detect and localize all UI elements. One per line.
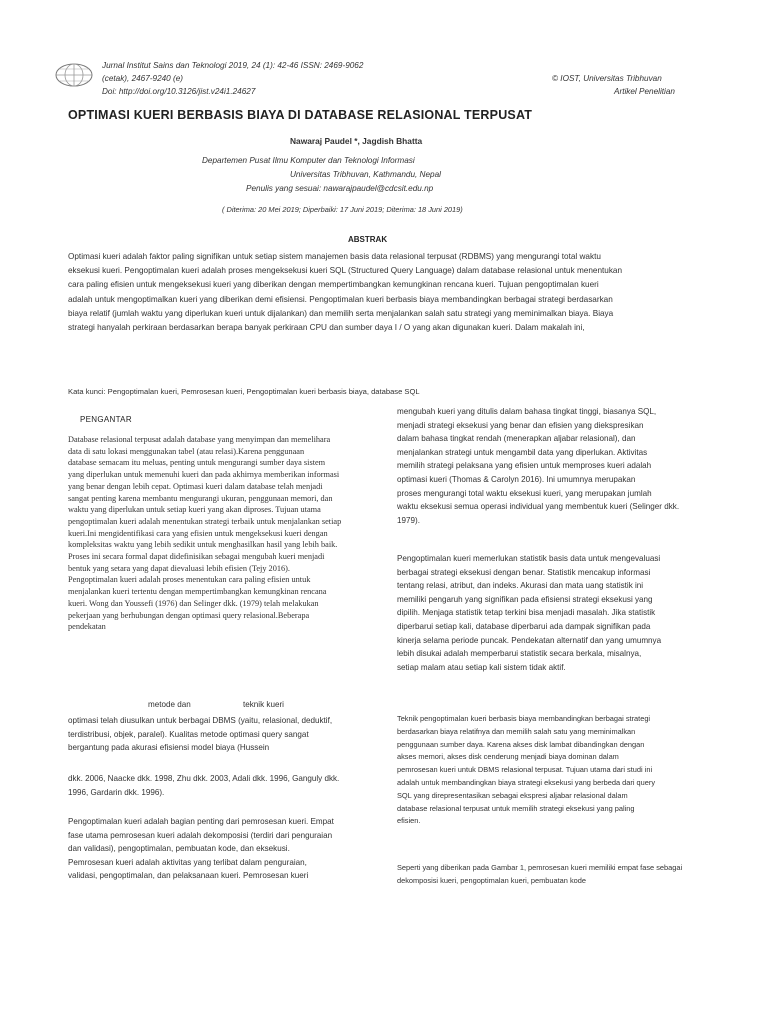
- text-line: kueri.Ini mengidentifikasi cara yang efisien untuk mengeksekusi kueri dengan: [68, 528, 328, 538]
- journal-citation-line2: (cetak), 2467-9240 (e): [102, 74, 184, 83]
- text-line: terdistribusi, objek, paralel). Kualitas metode optimasi query sangat: [68, 729, 309, 739]
- corresponding-email[interactable]: nawarajpaudel@cdcsit.edu.np: [323, 184, 434, 193]
- text-line: SQL yang direpresentasikan sebagai ekspresi aljabar relasional dalam: [397, 790, 628, 800]
- text-line: database semacam itu meluas, penting untuk mengurangi sumber daya sistem: [68, 458, 326, 468]
- journal-citation-line1: Jurnal Institut Sains dan Teknologi 2019, 24 (1): 42-46 ISSN: 2469-9062: [102, 61, 364, 70]
- text-line: Proses ini secara formal dapat didefinisikan sebagai mengubah kueri menjadi: [68, 552, 325, 562]
- text-line: waktu yang diperlukan untuk setiap kueri yang akan diproses. Tujuan utama: [68, 505, 321, 515]
- text-line: proses mengurangi total waktu eksekusi kueri, yang merupakan jumlah: [397, 488, 652, 498]
- section-heading: PENGANTAR: [80, 415, 132, 424]
- text-line: Pengoptimalan kueri adalah bagian penting dari pemrosesan kueri. Empat: [68, 817, 334, 826]
- corresponding-author: [246, 184, 433, 193]
- submission-dates: ( Diterima: 20 Mei 2019; Diperbaiki: 17 Juni 2019; Diterima: 18 Juni 2019): [222, 205, 463, 214]
- text-fragment: teknik kueri: [243, 700, 284, 709]
- right-paragraph-4: [397, 862, 707, 888]
- text-line: diperbarui setiap kali, database diperbarui ada dampak signifikan pada: [397, 621, 651, 631]
- text-line: dkk. 2006, Naacke dkk. 1998, Zhu dkk. 2003, Adali dkk. 1996, Ganguly dkk.: [68, 774, 340, 783]
- text-line: menjadi strategi eksekusi yang benar dan efisien yang diekspresikan: [397, 420, 644, 430]
- text-line: menjalankan strategi untuk mengambil data yang diperlukan. Aktivitas: [397, 447, 648, 457]
- references-paragraph: [68, 772, 368, 799]
- article-type: Artikel Penelitian: [614, 87, 675, 96]
- abstract-line: adalah untuk mengoptimalkan kueri yang diberikan demi efisiensi. Pengoptimalan kueri berbasis biaya membandingkan berbagai strategi berdasarkan: [68, 294, 613, 304]
- text-line: Seperti yang diberikan pada Gambar 1, pemrosesan kueri memiliki empat fase sebagai: [397, 863, 683, 872]
- text-line: bergantung pada akurasi efisiensi model biaya (Hussein: [68, 743, 270, 753]
- text-line: berbagai strategi eksekusi dengan benar. Statistik mencakup informasi: [397, 567, 651, 577]
- text-line: dekomposisi kueri, pengoptimalan kueri, pembuatan kode: [397, 875, 586, 885]
- text-line: adalah untuk membandingkan biaya strategi eksekusi yang berbeda dari query: [397, 777, 656, 787]
- globe-icon: [52, 60, 96, 90]
- text-line: bentuk yang setara yang dapat dievaluasi lebih efisien (Tejy 2016).: [68, 563, 290, 573]
- text-line: Pengoptimalan kueri adalah proses menentukan cara paling efisien untuk: [68, 575, 311, 585]
- text-line: penggunaan sumber daya. Karena akses disk lambat dibandingkan dengan: [397, 739, 645, 749]
- text-line: sangat penting karena membantu mengurangi ukuran, penggunaan memori, dan: [68, 493, 333, 503]
- right-paragraph-2: [397, 552, 707, 674]
- text-line: optimasi kueri (Thomas & Carolyn 2016). Ini umumnya merupakan: [397, 474, 636, 484]
- abstract-line: cara paling efisien untuk mengeksekusi kueri yang diberikan dengan mempertimbangkan kemungkinan rencana kueri. Tujuan pengoptimalan kueri: [68, 280, 599, 290]
- paper-title: OPTIMASI KUERI BERBASIS BIAYA DI DATABASE RELASIONAL TERPUSAT: [68, 108, 533, 122]
- journal-logo: [52, 60, 96, 90]
- keywords: Kata kunci: Pengoptimalan kueri, Pemrosesan kueri, Pengoptimalan kueri berbasis biaya, database SQL: [68, 387, 420, 396]
- intro-paragraph-sans: [68, 714, 368, 755]
- text-line: waktu eksekusi semua operasi individual yang membentuk kueri (Selinger dkk.: [397, 502, 680, 512]
- text-line: dipilih. Menjaga statistik tetap terkini bisa menjadi masalah. Jika statistik: [397, 608, 656, 618]
- text-line: kueri. Wong dan Youssefi (1976) dan Selinger dkk. (1979) telah melakukan: [68, 598, 319, 608]
- processing-paragraph: [68, 815, 368, 883]
- text-line: pendekatan: [68, 622, 106, 632]
- text-line: memilih strategi pelaksana yang efisien untuk memproses kueri adalah: [397, 461, 652, 471]
- text-line: yang benar dengan lebih cepat. Optimasi kueri dalam database telah menjadi: [68, 481, 323, 491]
- text-fragment: metode dan: [148, 700, 191, 709]
- right-paragraph-1: [397, 405, 707, 527]
- text-line: Pemrosesan kueri adalah aktivitas yang terlibat dalam penguraian,: [68, 857, 307, 867]
- affiliation-university: Universitas Tribhuvan, Kathmandu, Nepal: [290, 170, 441, 179]
- intro-paragraph-serif: [68, 434, 352, 633]
- text-line: Teknik pengoptimalan kueri berbasis biaya membandingkan berbagai strategi: [397, 714, 651, 723]
- text-line: efisien.: [397, 816, 421, 826]
- text-line: Pengoptimalan kueri memerlukan statistik basis data untuk mengevaluasi: [397, 554, 661, 563]
- text-line: dalam bahasa tingkat rendah (menerapkan aljabar relasional), dan: [397, 434, 636, 444]
- paper-authors: Nawaraj Paudel *, Jagdish Bhatta: [290, 136, 423, 146]
- text-line: validasi, pengoptimalan, dan pelaksanaan kueri. Pemrosesan kueri: [68, 871, 309, 881]
- text-line: fase utama pemrosesan kueri adalah dekomposisi (terdiri dari penguraian: [68, 830, 333, 840]
- text-line: lebih disukai adalah memperbarui statistik secara berkala, misalnya,: [397, 649, 642, 659]
- text-line: optimasi telah diusulkan untuk berbagai DBMS (yaitu, relasional, deduktif,: [68, 716, 333, 725]
- text-line: menjalankan kueri tertentu dengan mempertimbangkan kemungkinan rencana: [68, 587, 327, 597]
- text-line: kompleksitas waktu yang lebih sedikit untuk menghasilkan hasil yang lebih baik.: [68, 540, 338, 550]
- text-line: kinerja selama periode puncak. Pendekatan alternatif dan yang umumnya: [397, 635, 662, 645]
- abstract-line: eksekusi kueri. Pengoptimalan kueri adalah proses mengeksekusi kueri SQL (Structured Query Language) dalam database relasional untuk menentukan: [68, 266, 623, 276]
- text-line: setiap malam atau setiap kali sistem tidak aktif.: [397, 662, 566, 672]
- doi-link[interactable]: Doi: http://doi.org/10.3126/jist.v24i1.24627: [102, 87, 256, 96]
- corresponding-label: Penulis yang sesuai:: [246, 184, 322, 193]
- affiliation-department: Departemen Pusat Ilmu Komputer dan Teknologi Informasi: [202, 156, 415, 165]
- text-line: Database relasional terpusat adalah database yang menyimpan dan memelihara: [68, 435, 331, 444]
- text-line: 1979).: [397, 515, 420, 525]
- text-line: akses memori, akses disk cenderung menjadi biaya dominan dalam: [397, 752, 619, 762]
- text-line: memiliki pengaruh yang signifikan pada efisiensi strategi eksekusi yang: [397, 594, 653, 604]
- abstract-body: [68, 250, 696, 335]
- abstract-heading: ABSTRAK: [348, 235, 388, 244]
- right-paragraph-3: [397, 713, 707, 828]
- abstract-line: strategi hanyalah perkiraan berdasarkan berapa banyak perkiraan CPU dan sumber daya I / O yang akan digunakan kueri. Dalam makalah ini,: [68, 323, 585, 333]
- text-line: data di satu lokasi menggunakan tabel (atau relasi).Karena penggunaan: [68, 446, 305, 456]
- text-line: 1996, Gardarin dkk. 1996).: [68, 787, 165, 797]
- text-line: berdasarkan biaya relatifnya dan memilih salah satu yang meminimalkan: [397, 726, 636, 736]
- text-line: yang diperlukan untuk memenuhi kueri dan pada akhirnya memberikan informasi: [68, 470, 340, 480]
- abstract-line: biaya relatif (jumlah waktu yang diperlukan kueri untuk dijalankan) dan memilih serta menjalankan salah satu strategi yang meminimalkan biaya. Biaya: [68, 308, 614, 318]
- abstract-line: Optimasi kueri adalah faktor paling signifikan untuk setiap sistem manajemen basis data relasional terpusat (RDBMS) yang mengurangi total waktu: [68, 252, 601, 261]
- text-line: pengoptimalan kueri adalah menentukan strategi terbaik untuk menjalankan setiap: [68, 516, 342, 526]
- text-line: mengubah kueri yang ditulis dalam bahasa tingkat tinggi, biasanya SQL,: [397, 407, 657, 416]
- text-line: pemrosesan kueri untuk DBMS relasional terpusat. Tujuan utama dari studi ini: [397, 765, 653, 775]
- text-line: tentang relasi, atribut, dan indeks. Akurasi dan mata uang statistik ini: [397, 581, 644, 591]
- copyright-notice: © IOST, Universitas Tribhuvan: [552, 74, 662, 83]
- text-line: pekerjaan yang berhubungan dengan optimasi query relasional.Beberapa: [68, 610, 310, 620]
- text-line: database relasional terpusat untuk memilih strategi eksekusi yang paling: [397, 803, 635, 813]
- text-line: dan validasi), pengoptimalan, pembuatan kode, dan eksekusi.: [68, 844, 290, 854]
